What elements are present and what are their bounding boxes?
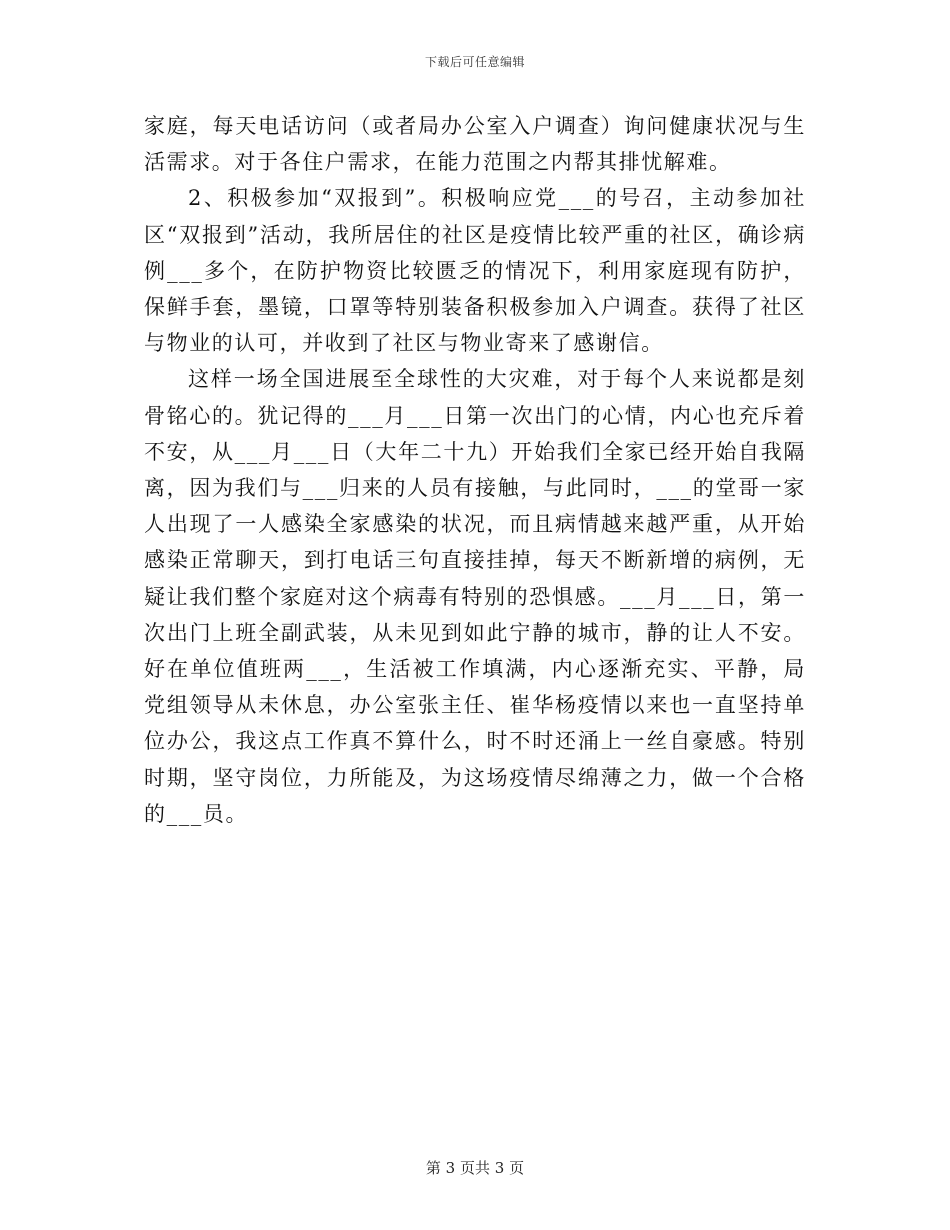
paragraph-double-report: 2、积极参加“双报到”。积极响应党___的号召，主动参加社区“双报到”活动，我所居住的社区是疫情比较严重的社区，确诊病例___多个，在防护物资比较匮乏的情况下，利用家庭现有防护，保鲜手套，墨镜，口罩等特别装备积极参加入户调查。获得了社区与物业的认可，并收到了社区与物业寄来了感谢信。 [144, 186, 806, 356]
document-body [144, 108, 806, 832]
paragraph-continuation: 家庭，每天电话访问（或者局办公室入户调查）询问健康状况与生活需求。对于各住户需求，在能力范围之内帮其排忧解难。 [144, 114, 806, 175]
paragraph-reflection: 这样一场全国进展至全球性的大灾难，对于每个人来说都是刻骨铭心的。犹记得的___月___日第一次出门的心情，内心也充斥着不安，从___月___日（大年二十九）开始我们全家已经开始自我隔离，因为我们与___归来的人员有接触，与此同时，___的堂哥一家人出现了一人感染全家感染的状况，而且病情越来越严重，从开始感染正常聊天，到打电话三句直接挂掉，每天不断新增的病例，无疑让我们整个家庭对这个病毒有特别的恐惧感。___月___日，第一次出门上班全副武装，从未见到如此宁静的城市，静的让人不安。好在单位值班两___，生活被工作填满，内心逐渐充实、平静，局党组领导从未休息，办公室张主任、崔华杨疫情以来也一直坚持单位办公，我这点工作真不算什么，时不时还涌上一丝自豪感。特别时期，坚守岗位，力所能及，为这场疫情尽绵薄之力，做一个合格的___员。 [144, 367, 806, 826]
page-header: 下载后可任意编辑 [424, 55, 525, 69]
page-footer: 第 3 页共 3 页 [425, 1159, 525, 1177]
